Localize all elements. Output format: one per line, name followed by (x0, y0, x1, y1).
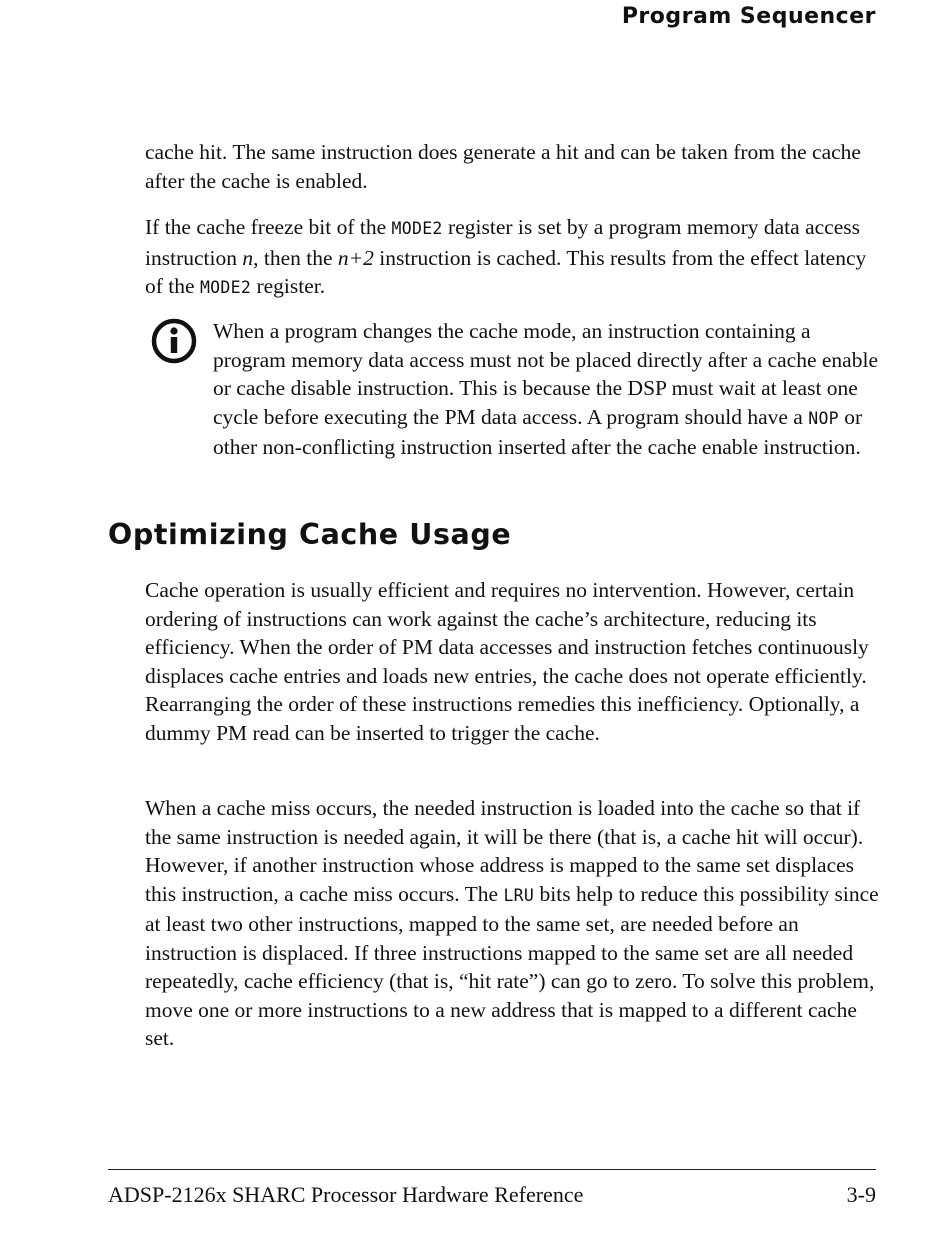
paragraph-cache-freeze (145, 213, 880, 303)
paragraph-cache-operation: Cache operation is usually efficient and requires no intervention. However, certain ordering of instructions can work against the cache’s architecture, reducing its efficiency. When the order of PM data accesses and instruction fetches continuously displaces cache entries and loads new entries, the cache does not operate efficiently. Rearranging the order of these instructions remedies this inefficiency. Optionally, a dummy PM read can be inserted to trigger the cache. (145, 578, 869, 745)
note-text (213, 317, 880, 462)
bits-name-lru: LRU (503, 885, 535, 905)
variable-n: n (242, 245, 254, 270)
text-run: bits help to reduce this possibility since at least two other instructions, mapped to the same set, are needed before an instruction is displaced. If three instructions mapped to the same set are all needed repeatedly, cache efficiency (that is, “hit rate”) can go to zero. To solve this problem, move one or more instructions to a new address that is mapped to a different cache set. (145, 881, 879, 1050)
text-run: or other non-conflicting instruction inserted after the cache enable instruction. (213, 404, 863, 459)
variable-n-plus-2: n+2 (337, 245, 374, 270)
text-run: register. (251, 274, 326, 298)
register-name-mode2: MODE2 (199, 278, 252, 297)
paragraph-cache-miss (145, 794, 880, 1053)
footer-page-number: 3-9 (846, 1182, 876, 1207)
info-circle-icon (151, 318, 197, 364)
text-run: register is set by a program memory data access instruction (145, 215, 860, 270)
text-run: , then the (253, 245, 338, 270)
footer-rule (108, 1169, 876, 1170)
running-header: Program Sequencer (621, 4, 876, 29)
instruction-name-nop: NOP (808, 408, 839, 428)
text-run: instruction is cached. This results from the effect latency of the (145, 245, 867, 298)
text-run: If the cache freeze bit of the (145, 215, 392, 239)
text-run: When a cache miss occurs, the needed instruction is loaded into the cache so that if the same instruction is needed again, it will be there (that is, a cache hit will occur). However, if another instruction whose address is mapped to the same set displaces this instruction, a cache miss occurs. The (145, 796, 864, 906)
paragraph-cache-hit: cache hit. The same instruction does generate a hit and can be taken from the cache after the cache is enabled. (145, 140, 861, 193)
text-run: When a program changes the cache mode, an instruction containing a program memory data access must not be placed directly after a cache enable or cache disable instruction. This is because the DSP must wait at least one cycle before executing the PM data access. A program should have a (213, 319, 878, 429)
register-name-mode2: MODE2 (391, 219, 443, 238)
section-heading: Optimizing Cache Usage (108, 518, 512, 551)
footer-book-title: ADSP-2126x SHARC Processor Hardware Reference (108, 1182, 584, 1207)
